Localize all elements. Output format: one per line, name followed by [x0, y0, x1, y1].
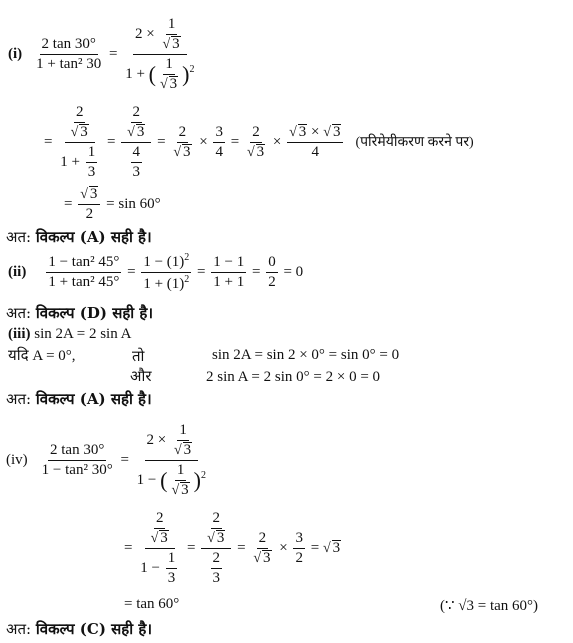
i-numerator: 2 tan 30° [40, 36, 98, 55]
because-note: (∵ √3 = tan 60°) [440, 598, 539, 614]
conclusion-1: अत: विकल्प (A) सही है। [6, 228, 152, 246]
part-iii-if: यदि A = 0°, [8, 348, 76, 364]
label-iii: (iii) [8, 326, 31, 342]
result-i: sin 60° [118, 196, 161, 212]
fraction-i-lhs [34, 36, 103, 73]
part-iv-line1: (iv) $\frac{2 \tan 30^\circ}{\text{1 − tan² 30°}}$ = 2 × $\frac{1}{√ 3}$ 1 − ( $\frac{1}{√ 3}$ )$^2$ [6, 422, 206, 498]
fraction-i-step1: 2 × $\frac{1}{√ 3}$ 1 + ( $\frac{1}{√ 3}$ )$^2$ [125, 16, 195, 92]
part-ii: (ii) $\frac{\text{1 − tan² 45°}}{\text{1 + tan² 45°}}$ = $\frac{1 - (1)^2}{1 + (1)^2}$ = $\frac{1 - 1}{1 + 1}$ = $\frac{0}{2}$ = 0 [8, 252, 304, 292]
label-i: (i) [8, 46, 23, 62]
conclusion-4: अत: विकल्प (C) सही है। [6, 620, 152, 638]
fraction-i-step3: $\frac{\frac{2}{√ 3}}{\frac{4}{3}}$ [121, 104, 151, 181]
part-iv-line2: = $\frac{2}{√ 3}$ 1 − $\frac{1}{3}$ = $\frac{\frac{2}{√ 3}}{\frac{2}{3}}$ = $\frac{2}{√ 3}$ × $\frac{3}{2}$ = √ 3 [124, 510, 341, 586]
and-word: और [130, 367, 152, 385]
label-ii: (ii) [8, 264, 27, 280]
part-i-line2: = $\frac{2}{√ 3}$ 1 + $\frac{1}{3}$ = $\frac{\frac{2}{√ 3}}{\frac{4}{3}}$ = $\frac{2}{√ 3}$ × $\frac{3}{4}$ = $\frac{2}{√ 3}$ × $\frac{√ 3 \times √ 3}{4}$ (परिमेयीकरण करने पर) [44, 104, 474, 180]
part-iii-head: (iii) sin 2A = 2 sin A [8, 326, 132, 342]
part-i-line3: = $\frac{√ 3}{2}$ = sin 60° [64, 186, 161, 222]
part-i-line1: (i) $\frac{2 \tan 30^\circ}{\text{1 + tan² 30}}$ = 2 × $\frac{1}{√ 3}$ 1 + ( $\frac{1}{√ 3}$ )$^2$ [8, 16, 195, 92]
result-iv: = tan 60° [124, 596, 180, 612]
label-iv: (iv) [6, 452, 28, 468]
rationalise-note: (परिमेयीकरण करने पर) [355, 134, 474, 150]
fraction-i-step2: $\frac{2}{√ 3}$ 1 + $\frac{1}{3}$ [60, 104, 96, 180]
iii-line2: 2 sin A = 2 sin 0° = 2 × 0 = 0 [206, 369, 381, 385]
then-word: तो [132, 347, 145, 365]
iii-line1: sin 2A = sin 2 × 0° = sin 0° = 0 [212, 347, 400, 363]
i-denominator: 1 + tan² 30 [36, 56, 102, 72]
conclusion-2: अत: विकल्प (D) सही है। [6, 304, 154, 322]
conclusion-3: अत: विकल्प (A) सही है। [6, 390, 152, 408]
